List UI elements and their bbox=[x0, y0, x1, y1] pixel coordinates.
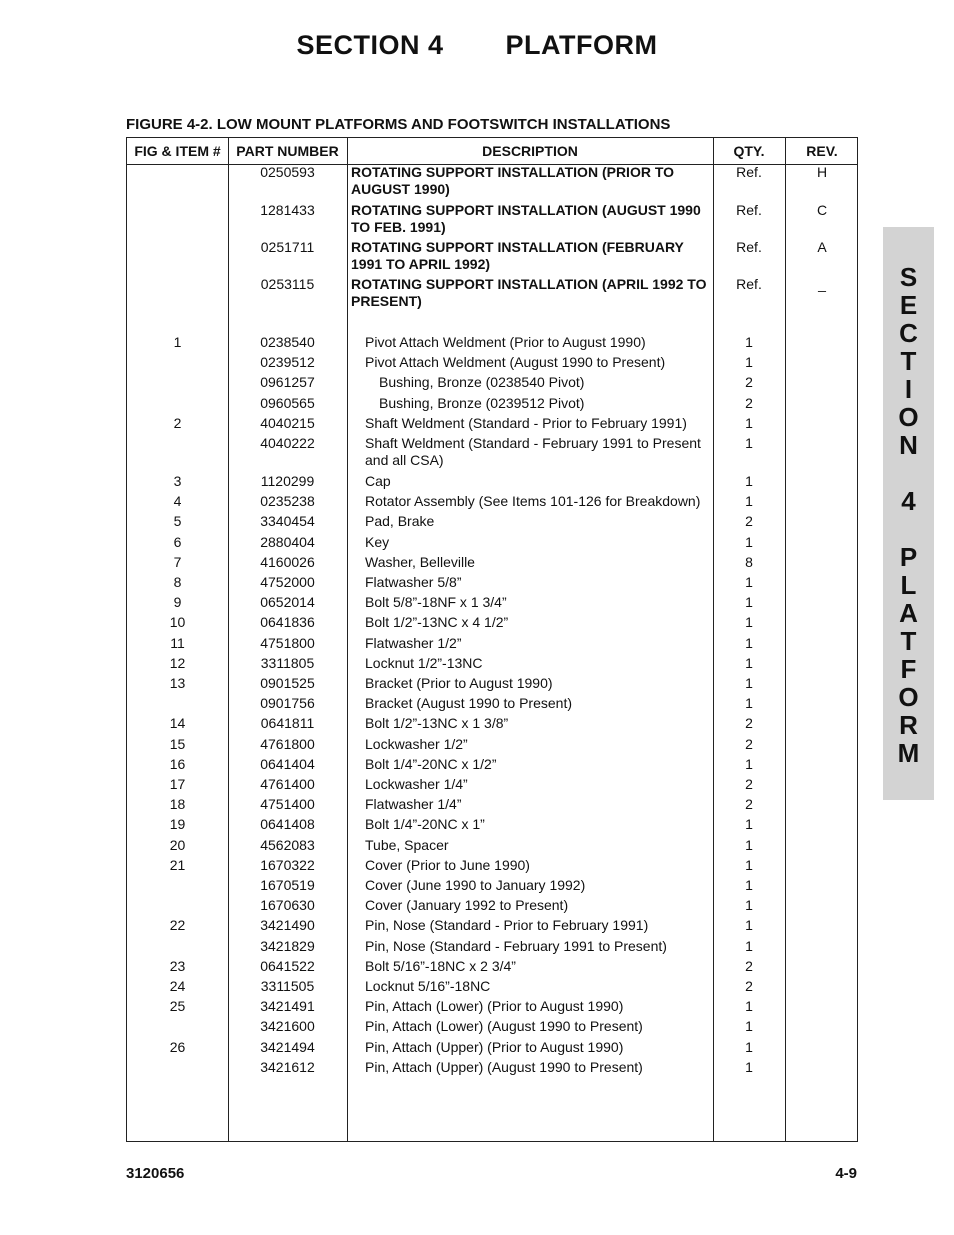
quantity: 1 bbox=[745, 1038, 753, 1055]
side-tab-letter: M bbox=[897, 738, 920, 768]
item-number: 10 bbox=[169, 614, 186, 631]
part-number: 1670630 bbox=[260, 897, 315, 914]
side-tab-letter: A bbox=[899, 598, 918, 628]
part-description: Flatwasher 5/8” bbox=[365, 574, 462, 590]
quantity: 1 bbox=[745, 435, 753, 451]
column-header-fig-item: FIG & ITEM # bbox=[134, 143, 221, 159]
item-number: 7 bbox=[173, 553, 182, 570]
part-number: 4761400 bbox=[260, 776, 315, 792]
quantity: 1 bbox=[745, 414, 753, 431]
quantity: 1 bbox=[745, 493, 753, 510]
part-number: 2880404 bbox=[260, 533, 315, 550]
quantity: 1 bbox=[745, 634, 753, 651]
item-number: 12 bbox=[169, 654, 186, 671]
part-description: Bolt 1/2”-13NC x 1 3/8” bbox=[365, 715, 509, 732]
item-number: 22 bbox=[169, 917, 186, 934]
part-number: 3421829 bbox=[260, 937, 315, 954]
part-number: 3311805 bbox=[260, 654, 315, 671]
item-number: 16 bbox=[169, 755, 186, 772]
quantity: 1 bbox=[745, 877, 753, 893]
quantity: 1 bbox=[745, 836, 753, 853]
part-description: Cover (June 1990 to January 1992) bbox=[365, 877, 586, 893]
quantity: 2 bbox=[745, 978, 753, 994]
part-description: Bushing, Bronze (0239512 Pivot) bbox=[379, 394, 585, 411]
part-description: Bolt 1/4”-20NC x 1/2” bbox=[365, 755, 497, 772]
parts-table bbox=[126, 137, 858, 1142]
part-number: 4751800 bbox=[260, 634, 315, 651]
part-number: 0239512 bbox=[260, 354, 315, 371]
part-number: 4751400 bbox=[260, 796, 315, 813]
item-number: 13 bbox=[169, 675, 186, 691]
part-description: Bracket (August 1990 to Present) bbox=[365, 695, 572, 712]
quantity: 1 bbox=[745, 695, 753, 712]
part-description: Pin, Attach (Lower) (August 1990 to Present) bbox=[365, 1018, 643, 1035]
quantity: 1 bbox=[745, 675, 753, 691]
part-number: 4761800 bbox=[260, 735, 315, 752]
part-number: 4752000 bbox=[260, 574, 315, 590]
quantity: 2 bbox=[745, 796, 753, 813]
assembly-description: ROTATING SUPPORT INSTALLATION (PRIOR TO AUGUST 1990) bbox=[351, 164, 675, 197]
part-number: 3340454 bbox=[260, 513, 315, 530]
part-description: Pad, Brake bbox=[365, 513, 435, 530]
part-description: Pin, Attach (Upper) (Prior to August 1990) bbox=[365, 1038, 624, 1055]
assembly-description: ROTATING SUPPORT INSTALLATION (APRIL 1992 TO PRESENT) bbox=[351, 276, 707, 309]
part-description: Cover (Prior to June 1990) bbox=[365, 856, 530, 873]
section-number: SECTION 4 bbox=[296, 30, 444, 60]
part-number: 1120299 bbox=[260, 473, 315, 489]
part-number: 4040215 bbox=[260, 414, 315, 431]
part-description: Key bbox=[365, 533, 390, 550]
part-description: Bolt 1/4”-20NC x 1” bbox=[365, 816, 485, 833]
quantity: 1 bbox=[745, 614, 753, 631]
quantity: 2 bbox=[745, 374, 753, 391]
column-header-qty: QTY. bbox=[733, 143, 765, 159]
quantity: 1 bbox=[745, 533, 753, 550]
side-tab-letter: L bbox=[900, 570, 917, 600]
part-number: 3421494 bbox=[260, 1038, 315, 1055]
quantity: 1 bbox=[745, 1018, 753, 1035]
section-header bbox=[0, 30, 954, 61]
quantity: 2 bbox=[745, 513, 753, 530]
page-number: 4-9 bbox=[835, 1165, 857, 1182]
assembly-description: ROTATING SUPPORT INSTALLATION (AUGUST 1990 TO FEB. 1991) bbox=[351, 202, 701, 235]
item-number: 26 bbox=[169, 1038, 186, 1055]
assembly-qty: Ref. bbox=[736, 164, 762, 180]
part-number: 0652014 bbox=[260, 594, 315, 611]
assembly-rev: A bbox=[817, 239, 827, 255]
part-description: Pivot Attach Weldment (August 1990 to Present) bbox=[365, 354, 666, 371]
assembly-description: ROTATING SUPPORT INSTALLATION (FEBRUARY 1991 TO APRIL 1992) bbox=[351, 239, 684, 272]
section-title: PLATFORM bbox=[505, 30, 658, 60]
item-number: 21 bbox=[169, 856, 186, 873]
assembly-qty: Ref. bbox=[736, 202, 762, 218]
part-number: 0641408 bbox=[260, 816, 315, 833]
item-number: 25 bbox=[169, 998, 186, 1015]
part-number: 3421491 bbox=[260, 998, 315, 1015]
quantity: 1 bbox=[745, 816, 753, 833]
assembly-rev: C bbox=[816, 202, 828, 218]
part-number: 0961257 bbox=[260, 374, 315, 391]
quantity: 2 bbox=[745, 715, 753, 732]
quantity: 1 bbox=[745, 917, 753, 934]
part-description: Lockwasher 1/2” bbox=[365, 735, 468, 752]
side-tab-letter: I bbox=[904, 374, 913, 404]
assembly-qty: Ref. bbox=[736, 239, 762, 255]
part-number: 0960565 bbox=[260, 394, 315, 411]
assembly-part-number: 0250593 bbox=[260, 164, 315, 180]
part-description: Shaft Weldment (Standard - Prior to February 1991) bbox=[365, 414, 687, 431]
part-number: 1670322 bbox=[260, 856, 315, 873]
part-number: 0641811 bbox=[260, 715, 315, 732]
quantity: 1 bbox=[745, 1058, 753, 1075]
part-description: Cap bbox=[365, 473, 391, 489]
quantity: 2 bbox=[745, 394, 753, 411]
assembly-part-number: 1281433 bbox=[260, 202, 315, 218]
side-tab-letter: R bbox=[899, 710, 918, 740]
item-number: 3 bbox=[173, 473, 182, 489]
side-tab-letter: E bbox=[899, 290, 918, 320]
column-header-rev: REV. bbox=[806, 143, 838, 159]
part-description: Tube, Spacer bbox=[365, 836, 449, 853]
side-tab-letter: 4 bbox=[901, 486, 916, 516]
column-header-part-number: PART NUMBER bbox=[236, 143, 339, 159]
part-description: Pin, Attach (Lower) (Prior to August 1990) bbox=[365, 998, 624, 1015]
item-number: 11 bbox=[170, 634, 185, 651]
quantity: 1 bbox=[745, 334, 753, 350]
side-tab-letter: O bbox=[898, 682, 919, 712]
item-number: 17 bbox=[169, 776, 186, 792]
part-description: Pin, Nose (Standard - Prior to February 1991) bbox=[365, 917, 649, 934]
part-number: 0641404 bbox=[260, 755, 315, 772]
item-number: 15 bbox=[169, 735, 186, 752]
side-tab-letter: C bbox=[899, 318, 918, 348]
quantity: 1 bbox=[745, 654, 753, 671]
part-number: 0901525 bbox=[260, 675, 315, 691]
part-description: Locknut 1/2”-13NC bbox=[365, 654, 483, 671]
item-number: 6 bbox=[173, 533, 182, 550]
item-number: 20 bbox=[169, 836, 186, 853]
item-number: 5 bbox=[173, 513, 182, 530]
item-number: 9 bbox=[173, 594, 182, 611]
item-number: 2 bbox=[173, 414, 182, 431]
assembly-qty: Ref. bbox=[736, 276, 762, 292]
side-tab-letter: T bbox=[900, 346, 917, 376]
quantity: 1 bbox=[745, 594, 753, 611]
part-description: Pivot Attach Weldment (Prior to August 1990) bbox=[365, 334, 646, 350]
part-number: 4040222 bbox=[260, 435, 315, 451]
part-number: 4562083 bbox=[260, 836, 315, 853]
item-number: 1 bbox=[173, 334, 182, 350]
part-description: Pin, Attach (Upper) (August 1990 to Present) bbox=[365, 1058, 643, 1075]
part-number: 0641836 bbox=[260, 614, 315, 631]
quantity: 1 bbox=[745, 354, 753, 371]
side-tab-letter: F bbox=[900, 654, 917, 684]
part-number: 3311505 bbox=[260, 978, 315, 994]
quantity: 1 bbox=[745, 856, 753, 873]
quantity: 1 bbox=[745, 998, 753, 1015]
part-number: 3421600 bbox=[260, 1018, 315, 1035]
item-number: 19 bbox=[169, 816, 186, 833]
document-number: 3120656 bbox=[126, 1165, 185, 1182]
side-tab-letter: O bbox=[898, 402, 919, 432]
side-tab-letter: N bbox=[899, 430, 918, 460]
item-number: 23 bbox=[169, 957, 186, 974]
quantity: 1 bbox=[745, 897, 753, 914]
item-number: 4 bbox=[173, 493, 182, 510]
assembly-rev: H bbox=[816, 164, 828, 180]
quantity: 1 bbox=[745, 473, 753, 489]
quantity: 1 bbox=[745, 574, 753, 590]
part-number: 0235238 bbox=[260, 493, 315, 510]
item-number: 18 bbox=[169, 796, 186, 813]
part-description: Locknut 5/16”-18NC bbox=[365, 978, 491, 994]
part-description: Flatwasher 1/4” bbox=[365, 796, 462, 813]
part-description: Bolt 5/8”-18NF x 1 3/4” bbox=[365, 594, 507, 611]
quantity: 2 bbox=[745, 735, 753, 752]
part-description: Shaft Weldment (Standard - February 1991 to Present and all CSA) bbox=[365, 435, 701, 468]
figure-title: FIGURE 4-2. LOW MOUNT PLATFORMS AND FOOTSWITCH INSTALLATIONS bbox=[126, 116, 671, 133]
part-number: 1670519 bbox=[260, 877, 315, 893]
part-description: Washer, Belleville bbox=[365, 553, 475, 570]
quantity: 8 bbox=[745, 553, 753, 570]
side-tab-letter: P bbox=[899, 542, 918, 572]
part-number: 3421612 bbox=[260, 1058, 315, 1075]
quantity: 2 bbox=[745, 957, 753, 974]
assembly-rev: _ bbox=[818, 276, 826, 292]
section-side-tab bbox=[883, 227, 934, 800]
part-description: Rotator Assembly (See Items 101-126 for Breakdown) bbox=[365, 493, 701, 510]
side-tab-letter: S bbox=[899, 262, 918, 292]
assembly-part-number: 0251711 bbox=[260, 239, 315, 255]
quantity: 1 bbox=[745, 937, 753, 954]
part-description: Bolt 1/2”-13NC x 4 1/2” bbox=[365, 614, 509, 631]
part-number: 3421490 bbox=[260, 917, 315, 934]
part-description: Bushing, Bronze (0238540 Pivot) bbox=[379, 374, 585, 391]
column-divider bbox=[347, 138, 348, 1141]
item-number: 8 bbox=[173, 574, 182, 590]
part-description: Bracket (Prior to August 1990) bbox=[365, 675, 553, 691]
item-number: 24 bbox=[169, 978, 186, 994]
part-number: 0641522 bbox=[260, 957, 315, 974]
part-description: Flatwasher 1/2” bbox=[365, 634, 462, 651]
quantity: 2 bbox=[745, 776, 753, 792]
part-number: 0238540 bbox=[260, 334, 315, 350]
part-number: 4160026 bbox=[260, 553, 315, 570]
part-description: Lockwasher 1/4” bbox=[365, 776, 468, 792]
part-description: Bolt 5/16”-18NC x 2 3/4” bbox=[365, 957, 516, 974]
part-description: Pin, Nose (Standard - February 1991 to Present) bbox=[365, 937, 667, 954]
assembly-part-number: 0253115 bbox=[260, 276, 315, 292]
part-number: 0901756 bbox=[260, 695, 315, 712]
part-description: Cover (January 1992 to Present) bbox=[365, 897, 569, 914]
side-tab-letter: T bbox=[900, 626, 917, 656]
quantity: 1 bbox=[745, 755, 753, 772]
column-header-description: DESCRIPTION bbox=[482, 143, 578, 159]
item-number: 14 bbox=[169, 715, 186, 732]
